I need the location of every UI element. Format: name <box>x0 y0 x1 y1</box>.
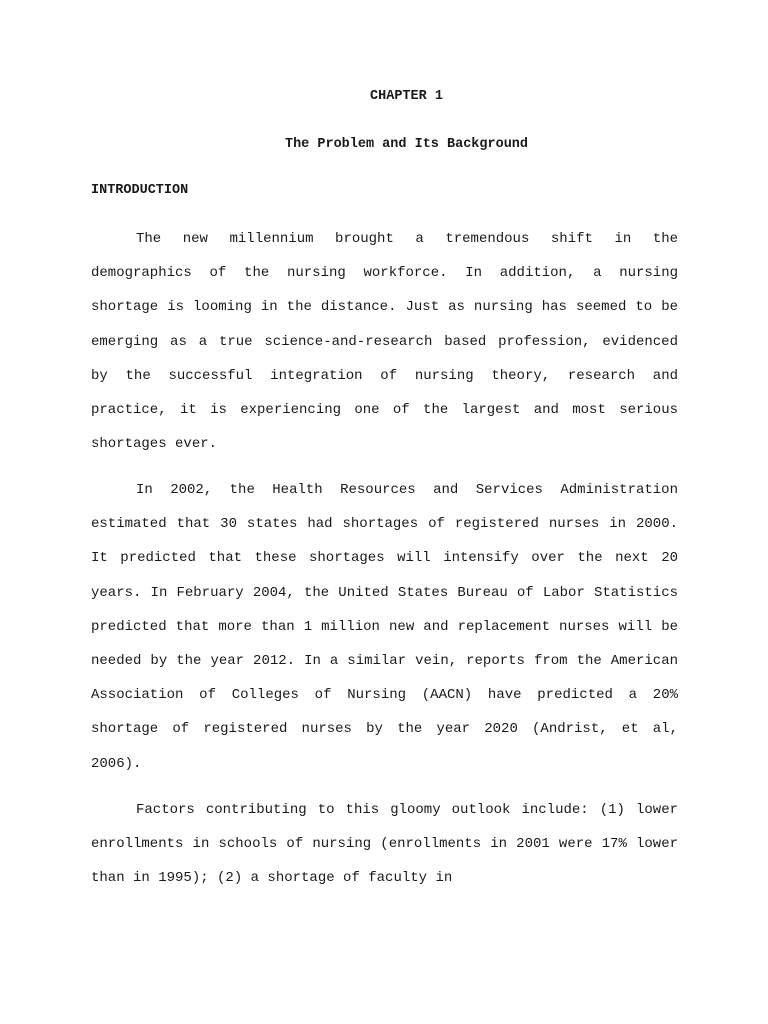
chapter-label: CHAPTER 1 <box>370 89 443 104</box>
section-heading: INTRODUCTION <box>91 183 189 198</box>
paragraph-1: The new millennium brought a tremendous shift in the demographics of the nursing workforce. In addition, a nursing shortage is looming in the distance. Just as nursing has seemed to be emerging as a true science-and-research based profession, evidenced by the successful integration of nursing theory, research and practice, it is experiencing one of the largest and most serious shortages ever. <box>91 231 678 453</box>
paragraph-3: Factors contributing to this gloomy outlook include: (1) lower enrollments in schools of nursing (enrollments in 2001 were 17% lower than in 1995); (2) a shortage of faculty in <box>91 802 678 887</box>
chapter-title: The Problem and Its Background <box>284 137 529 152</box>
paragraph-2: In 2002, the Health Resources and Services Administration estimated that 30 states had shortages of registered nurses in 2000. It predicted that these shortages will intensify over the next 20 years. In February 2004, the United States Bureau of Labor Statistics predicted that more than 1 million new and replacement nurses will be needed by the year 2012. In a similar vein, reports from the American Association of Colleges of Nursing (AACN) have predicted a 20% shortage of registered nurses by the year 2020 (Andrist, et al, 2006). <box>91 482 678 772</box>
